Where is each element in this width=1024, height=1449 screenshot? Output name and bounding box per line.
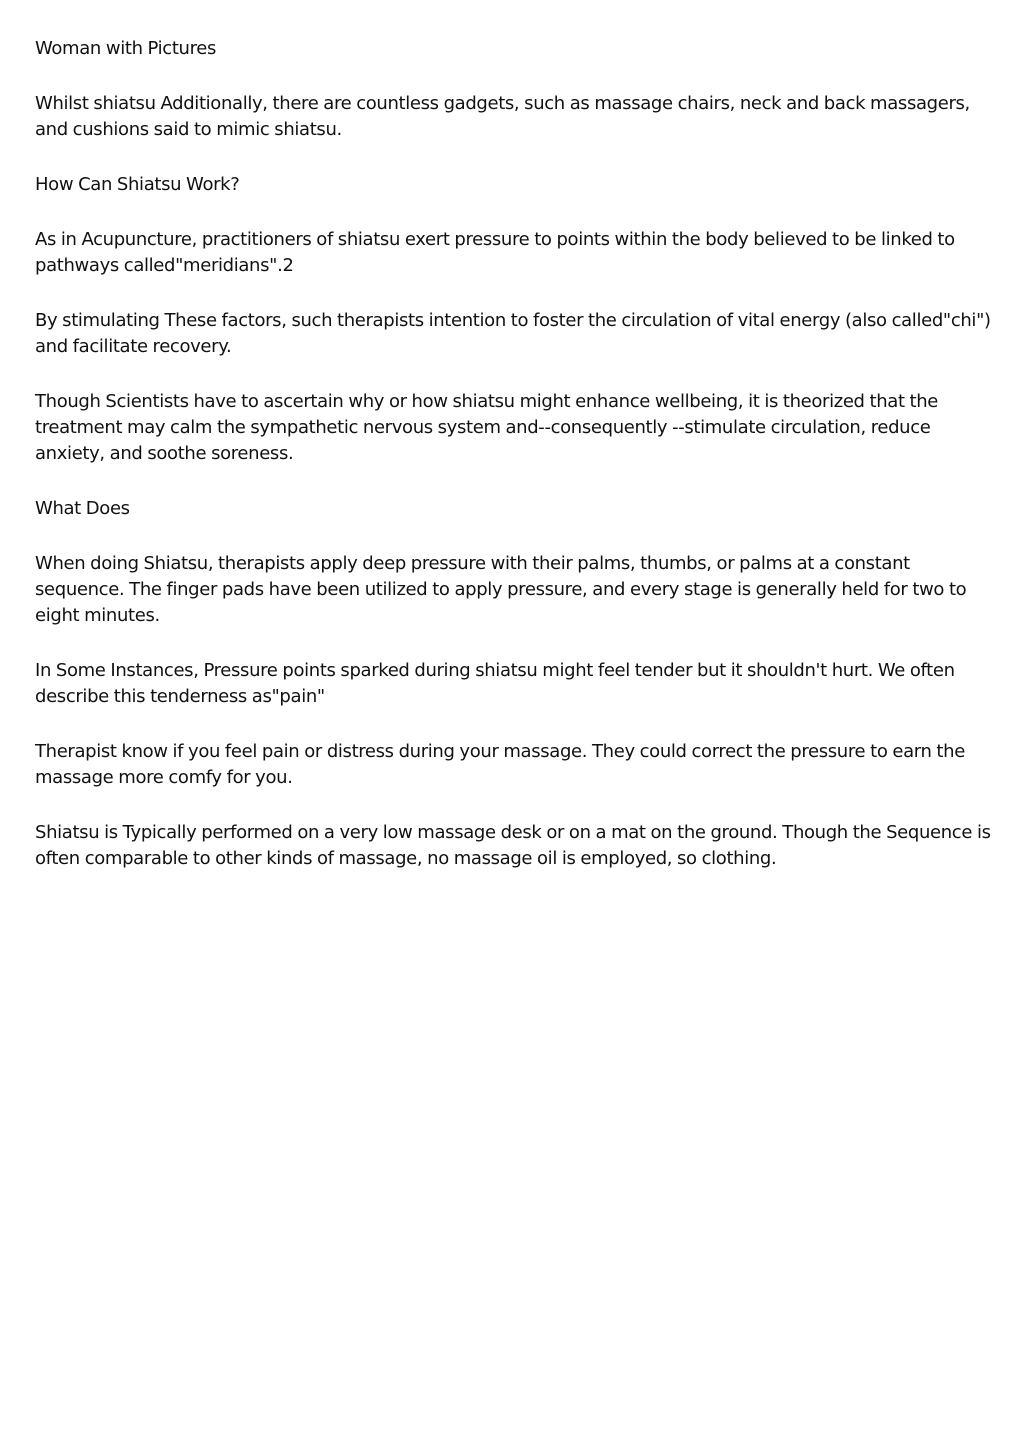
document-page bbox=[35, 36, 995, 901]
paragraph-gadgets: Whilst shiatsu Additionally, there are countless gadgets, such as massage chairs, neck and back massagers, and cushions said to mimic shiatsu. bbox=[35, 93, 970, 140]
paragraph-low-massage-desk: Shiatsu is Typically performed on a very low massage desk or on a mat on the ground. Though the Sequence is often comparable to other kinds of massage, no massage oil is employed, so clothing. bbox=[35, 822, 991, 869]
heading-what-does: What Does bbox=[35, 498, 130, 519]
heading-how-can-shiatsu-work: How Can Shiatsu Work? bbox=[35, 174, 240, 195]
paragraph-therapist-know: Therapist know if you feel pain or distress during your massage. They could correct the pressure to earn the massage more comfy for you. bbox=[35, 741, 965, 788]
paragraph-stimulating: By stimulating These factors, such therapists intention to foster the circulation of vital energy (also called"chi") and facilitate recovery. bbox=[35, 310, 991, 357]
paragraph-scientists: Though Scientists have to ascertain why or how shiatsu might enhance wellbeing, it is theorized that the treatment may calm the sympathetic nervous system and--consequently --stimulate circulation, reduce anxiety, and soothe soreness. bbox=[35, 391, 939, 464]
heading-woman-with-pictures: Woman with Pictures bbox=[35, 38, 216, 59]
paragraph-acupuncture: As in Acupuncture, practitioners of shiatsu exert pressure to points within the body believed to be linked to pathways called"meridians".2 bbox=[35, 229, 955, 276]
paragraph-pressure-points: In Some Instances, Pressure points sparked during shiatsu might feel tender but it shouldn't hurt. We often describe this tenderness as"pain" bbox=[35, 660, 955, 707]
paragraph-doing-shiatsu: When doing Shiatsu, therapists apply deep pressure with their palms, thumbs, or palms at a constant sequence. The finger pads have been utilized to apply pressure, and every stage is generally held for two to eight minutes. bbox=[35, 553, 967, 626]
